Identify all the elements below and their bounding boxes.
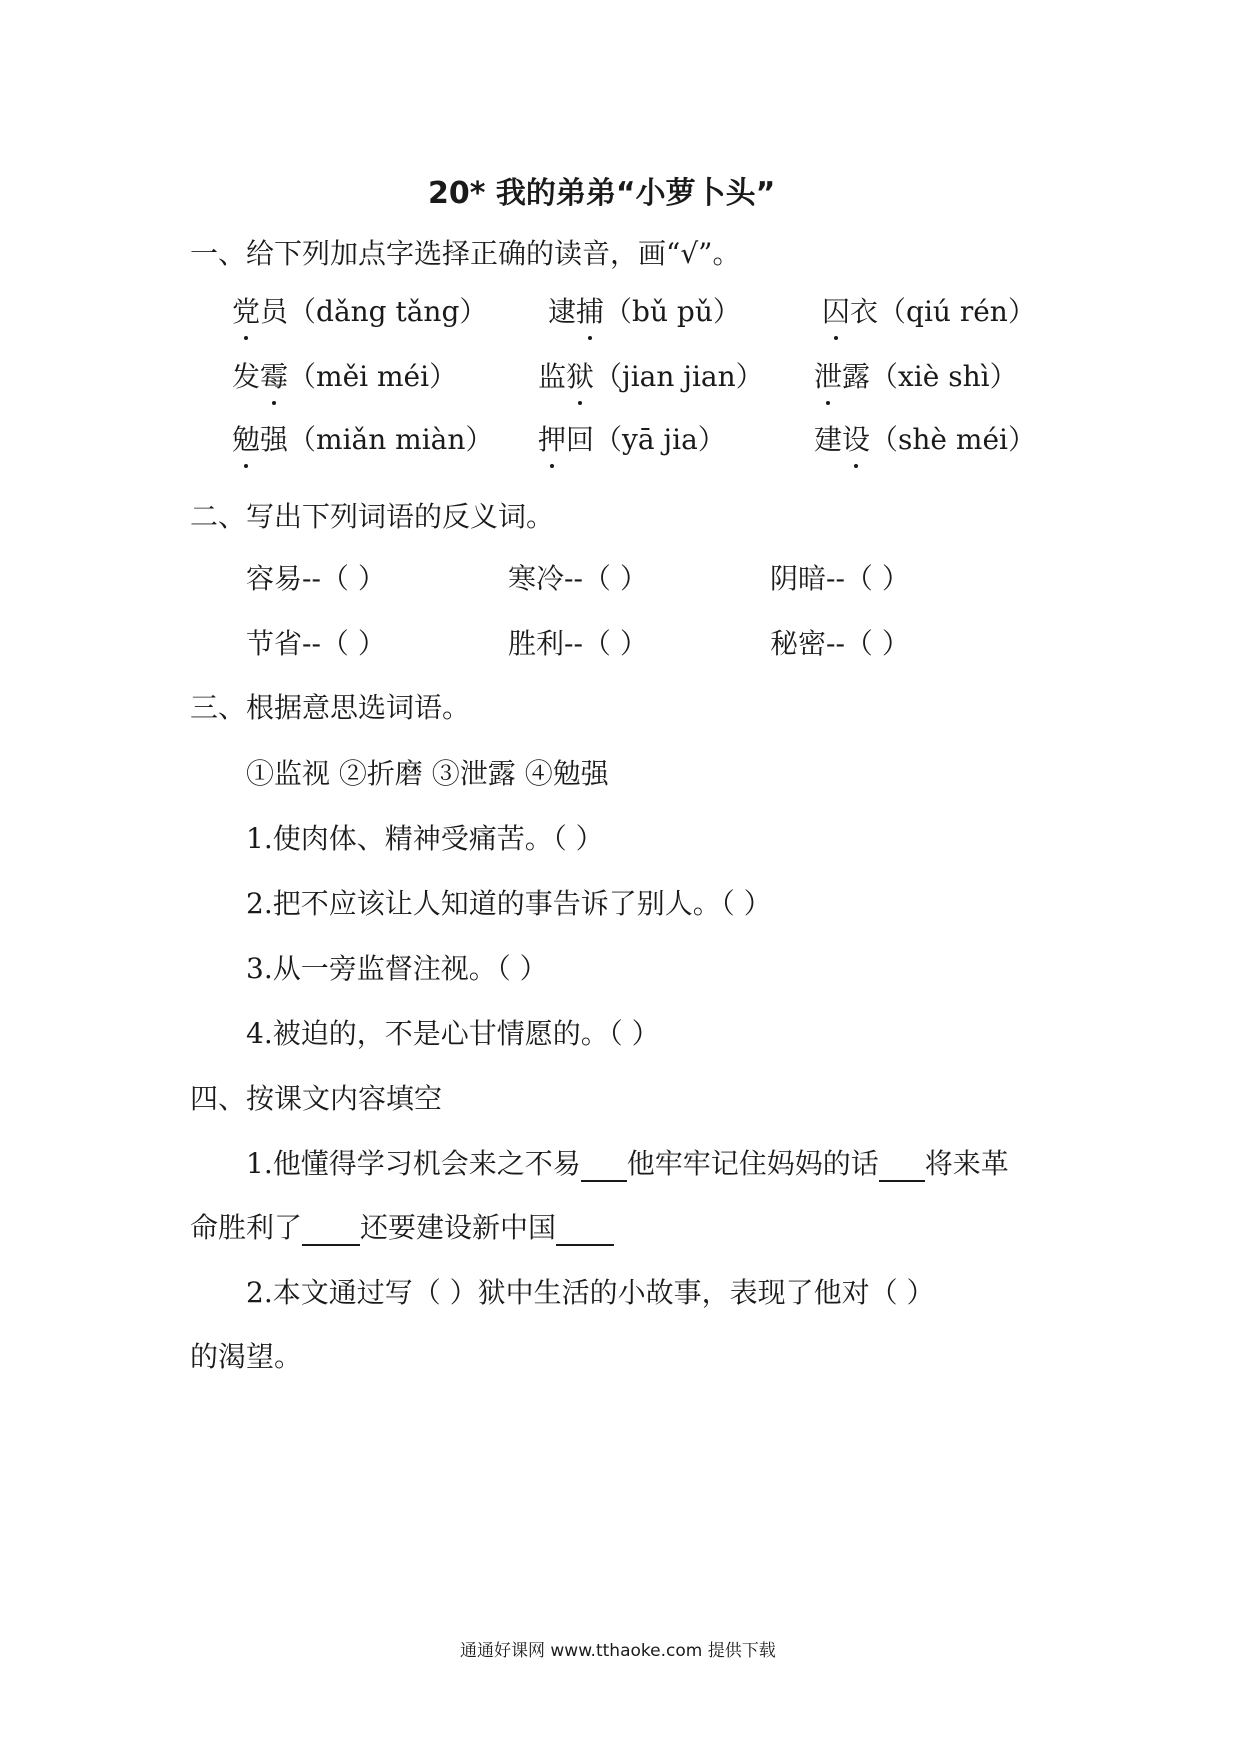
dotted-char: 霉 [260,355,288,395]
antonym-item: 胜利--（ ） [508,627,648,660]
dotted-char: 囚 [822,290,850,330]
section2-heading: 二、写出下列词语的反义词。 [190,500,555,533]
item-post: 露（xiè shì） [842,360,1018,393]
pinyin-item [822,290,1036,330]
item-post: 回（yā jia） [566,423,726,456]
item-pre: 逮 [548,295,577,328]
word-options: ①监视 ②折磨 ③泄露 ④勉强 [246,757,609,790]
question-item: 4.被迫的，不是心甘情愿的。（ ） [246,1017,660,1050]
pinyin-item [814,355,1018,395]
item-post: 员（dǎng tǎng） [260,295,488,328]
pinyin-item [538,355,764,395]
dotted-char: 捕 [576,290,604,330]
fill-text: 将来革 [924,1147,1009,1180]
fill-text: 还要建设新中国 [360,1211,557,1244]
fill-text: 他牢牢记住妈妈的话 [626,1147,879,1180]
item-post: 衣（qiú rén） [850,295,1036,328]
item-post: （bǔ pǔ） [604,295,741,328]
item-post: （měi méi） [288,360,458,393]
question-item: 1.使肉体、精神受痛苦。（ ） [246,822,604,855]
antonym-item: 寒冷--（ ） [508,562,648,595]
fill-question-2-line2: 的渴望。 [190,1340,303,1373]
page-title: 20* 我的弟弟“小萝卜头” [428,176,776,211]
antonym-item: 节省--（ ） [246,627,386,660]
pinyin-item [232,418,493,458]
fill-question-1-line1 [246,1142,1009,1182]
antonym-item: 容易--（ ） [246,562,386,595]
fill-question-1-line2 [190,1206,614,1246]
question-item: 3.从一旁监督注视。（ ） [246,952,548,985]
antonym-item: 秘密--（ ） [770,627,910,660]
pinyin-item [548,290,741,330]
item-pre: 建 [814,423,843,456]
item-post: 强（miǎn miàn） [260,423,494,456]
section4-heading: 四、按课文内容填空 [190,1082,443,1115]
antonym-item: 阴暗--（ ） [770,562,910,595]
item-pre: 发 [232,360,261,393]
fill-blank[interactable] [556,1214,614,1246]
section1-heading: 一、给下列加点字选择正确的读音，画“√”。 [190,237,741,270]
pinyin-item [814,418,1036,458]
dotted-char: 勉 [232,418,260,458]
fill-blank[interactable] [879,1150,925,1182]
section3-heading: 三、根据意思选词语。 [190,691,471,724]
item-post: （shè méi） [870,423,1036,456]
question-item: 2.把不应该让人知道的事告诉了别人。（ ） [246,887,772,920]
item-pre: 监 [538,360,567,393]
dotted-char: 设 [842,418,870,458]
fill-question-2-line1: 2.本文通过写（ ）狱中生活的小故事，表现了他对（ ） [246,1276,935,1309]
fill-text: 1.他懂得学习机会来之不易 [246,1147,581,1180]
dotted-char: 狱 [566,355,594,395]
dotted-char: 押 [538,418,566,458]
fill-blank[interactable] [302,1214,360,1246]
item-post: （jian jian） [594,360,764,393]
footer-watermark: 通通好课网 www.tthaoke.com 提供下载 [460,1641,776,1661]
dotted-char: 泄 [814,355,842,395]
pinyin-item [538,418,726,458]
dotted-char: 党 [232,290,260,330]
pinyin-item [232,355,457,395]
fill-text: 命胜利了 [190,1211,303,1244]
pinyin-item [232,290,487,330]
fill-blank[interactable] [581,1150,627,1182]
